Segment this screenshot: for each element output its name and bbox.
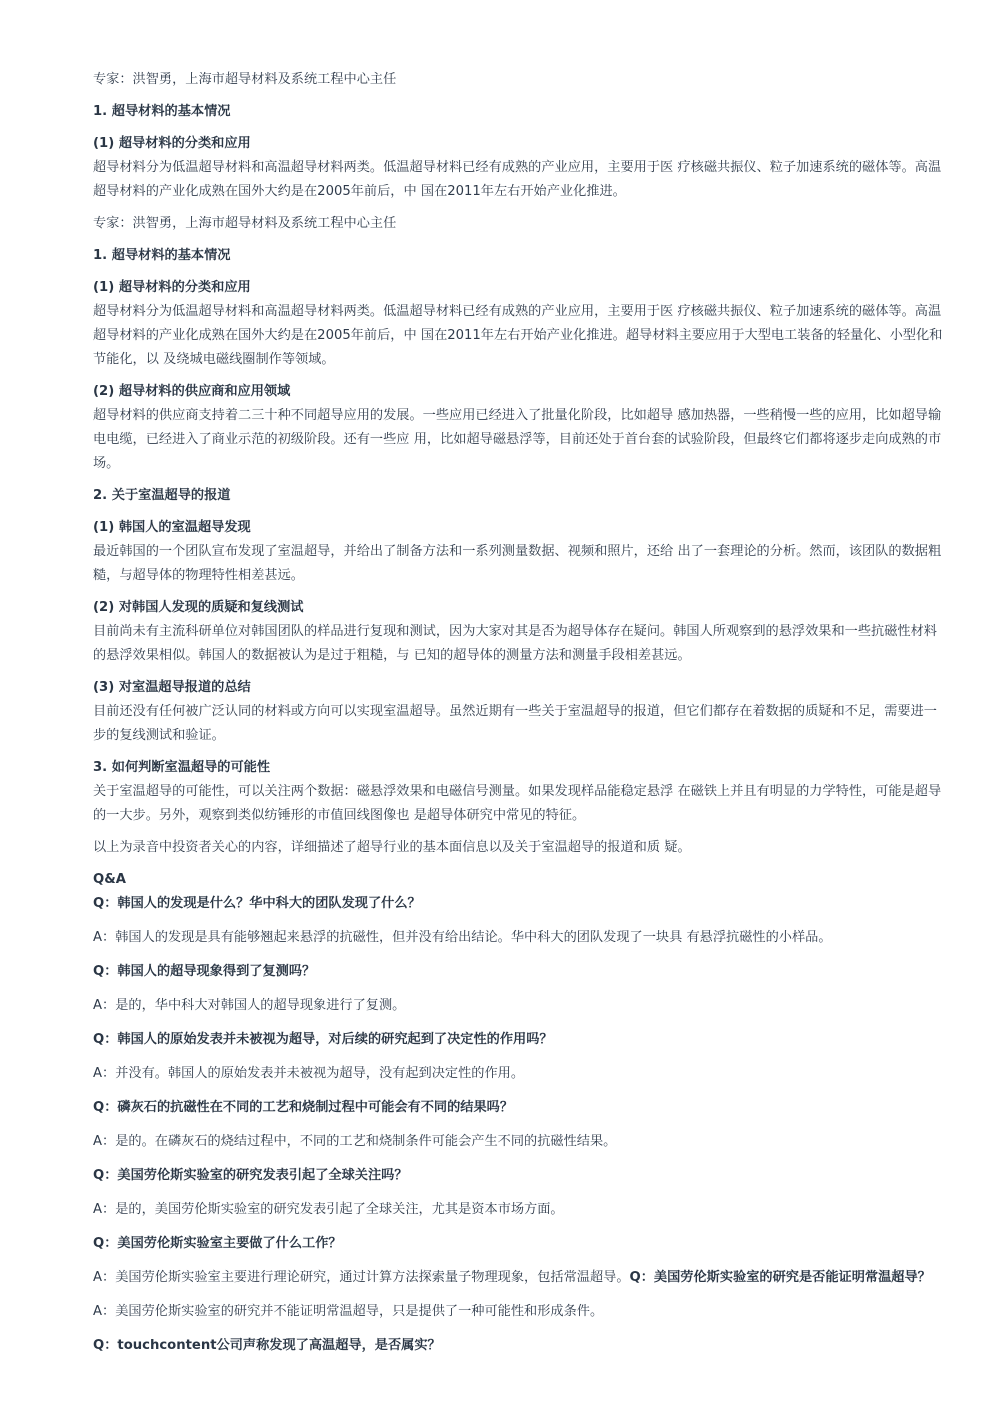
expert-line: 专家：洪智勇，上海市超导材料及系统工程中心主任 <box>93 72 397 87</box>
answer: A：并没有。韩国人的原始发表并未被视为超导，没有起到决定性的作用。 <box>93 1066 525 1081</box>
section-heading: 3. 如何判断室温超导的可能性 <box>93 760 271 775</box>
expert-line: 专家：洪智勇，上海市超导材料及系统工程中心主任 <box>93 216 397 231</box>
answer <box>93 1266 943 1290</box>
qa-title: Q&A <box>93 872 126 887</box>
answer: A：美国劳伦斯实验室的研究并不能证明常温超导，只是提供了一种可能性和形成条件。 <box>93 1304 604 1319</box>
section-heading: 2. 关于室温超导的报道 <box>93 488 231 503</box>
subsection-heading: (3) 对室温超导报道的总结 <box>93 680 251 695</box>
paragraph: 超导材料分为低温超导材料和高温超导材料两类。低温超导材料已经有成熟的产业应用，主要用于医 疗核磁共振仪、粒子加速系统的磁体等。高温超导材料的产业化成熟在国外大约是在2005年前后，中 国在2011年左右开始产业化推进。 <box>93 160 942 199</box>
subsection-heading: (1) 超导材料的分类和应用 <box>93 136 251 151</box>
paragraph: 关于室温超导的可能性，可以关注两个数据：磁悬浮效果和电磁信号测量。如果发现样品能稳定悬浮 在磁铁上并且有明显的力学特性，可能是超导的一大步。另外，观察到类似纺锤形的市值回线图像也 是超导体研究中常见的特征。 <box>93 784 942 823</box>
answer: A：韩国人的发现是具有能够翘起来悬浮的抗磁性，但并没有给出结论。华中科大的团队发现了一块具 有悬浮抗磁性的小样品。 <box>93 930 832 945</box>
question: Q：韩国人的超导现象得到了复测吗？ <box>93 964 316 979</box>
question: Q：韩国人的原始发表并未被视为超导，对后续的研究起到了决定性的作用吗？ <box>93 1032 553 1047</box>
answer: A：是的，美国劳伦斯实验室的研究发表引起了全球关注，尤其是资本市场方面。 <box>93 1202 564 1217</box>
paragraph: 超导材料分为低温超导材料和高温超导材料两类。低温超导材料已经有成熟的产业应用，主要用于医 疗核磁共振仪、粒子加速系统的磁体等。高温超导材料的产业化成熟在国外大约是在2005年前后，中 国在2011年左右开始产业化推进。超导材料主要应用于大型电工装备的轻量化、小型化和节能化，以 及绕城电磁线圈制作等领域。 <box>93 304 943 367</box>
document-body <box>93 68 943 1368</box>
answer: A：是的，华中科大对韩国人的超导现象进行了复测。 <box>93 998 406 1013</box>
question: Q：磷灰石的抗磁性在不同的工艺和烧制过程中可能会有不同的结果吗？ <box>93 1100 514 1115</box>
section-heading: 1. 超导材料的基本情况 <box>93 248 231 263</box>
subsection-heading: (1) 超导材料的分类和应用 <box>93 280 251 295</box>
paragraph: 目前还没有任何被广泛认同的材料或方向可以实现室温超导。虽然近期有一些关于室温超导的报道，但它们都存在着数据的质疑和不足，需要进一步的复线测试和验证。 <box>93 704 937 743</box>
question: Q：韩国人的发现是什么？华中科大的团队发现了什么？ <box>93 896 421 911</box>
subsection-heading: (2) 超导材料的供应商和应用领域 <box>93 384 291 399</box>
section-heading: 1. 超导材料的基本情况 <box>93 104 231 119</box>
inline-question: Q：美国劳伦斯实验室的研究是否能证明常温超导？ <box>629 1270 931 1285</box>
answer-text: A：美国劳伦斯实验室主要进行理论研究，通过计算方法探索量子物理现象，包括常温超导。 <box>93 1270 630 1285</box>
subsection-heading: (2) 对韩国人发现的质疑和复线测试 <box>93 600 304 615</box>
paragraph: 目前尚未有主流科研单位对韩国团队的样品进行复现和测试，因为大家对其是否为超导体存在疑问。韩国人所观察到的悬浮效果和一些抗磁性材料的悬浮效果相似。韩国人的数据被认为是过于粗糙，与 已知的超导体的测量方法和测量手段相差甚远。 <box>93 624 937 663</box>
subsection-heading: (1) 韩国人的室温超导发现 <box>93 520 251 535</box>
paragraph: 超导材料的供应商支持着二三十种不同超导应用的发展。一些应用已经进入了批量化阶段，比如超导 感加热器，一些稍慢一些的应用，比如超导输电电缆，已经进入了商业示范的初级阶段。还有一些应 用，比如超导磁悬浮等，目前还处于首台套的试验阶段，但最终它们都将逐步走向成熟的市场。 <box>93 408 942 471</box>
paragraph: 最近韩国的一个团队宣布发现了室温超导，并给出了制备方法和一系列测量数据、视频和照片，还给 出了一套理论的分析。然而，该团队的数据粗糙，与超导体的物理特性相差甚远。 <box>93 544 942 583</box>
question: Q：美国劳伦斯实验室的研究发表引起了全球关注吗？ <box>93 1168 408 1183</box>
question: Q：美国劳伦斯实验室主要做了什么工作？ <box>93 1236 342 1251</box>
question: Q：touchcontent公司声称发现了高温超导，是否属实？ <box>93 1338 441 1353</box>
paragraph: 以上为录音中投资者关心的内容，详细描述了超导行业的基本面信息以及关于室温超导的报道和质 疑。 <box>93 840 691 855</box>
answer: A：是的。在磷灰石的烧结过程中，不同的工艺和烧制条件可能会产生不同的抗磁性结果。 <box>93 1134 617 1149</box>
